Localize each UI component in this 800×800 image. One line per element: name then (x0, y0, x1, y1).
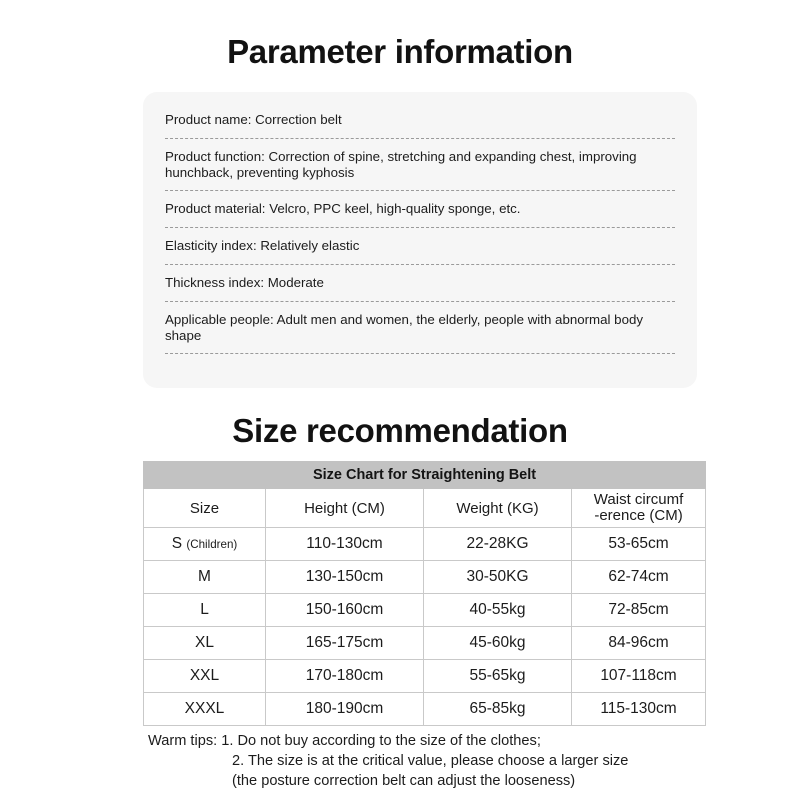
cell-size: XL (144, 627, 266, 660)
column-header-waist (572, 489, 706, 528)
column-header-size: Size (144, 489, 266, 528)
parameter-information-card (143, 92, 697, 388)
parameter-row-elasticity-index: Elasticity index: Relatively elastic (165, 228, 675, 265)
cell-waist: 53-65cm (572, 528, 706, 561)
cell-waist: 107-118cm (572, 660, 706, 693)
cell-size: XXL (144, 660, 266, 693)
cell-size (144, 528, 266, 561)
table-banner-row (144, 462, 706, 489)
cell-size: M (144, 561, 266, 594)
size-recommendation-heading: Size recommendation (232, 412, 568, 449)
parameter-information-heading: Parameter information (227, 33, 573, 70)
cell-waist: 72-85cm (572, 594, 706, 627)
table-row (144, 528, 706, 561)
warm-tips (148, 731, 748, 791)
cell-size: L (144, 594, 266, 627)
cell-height: 165-175cm (266, 627, 424, 660)
warm-tips-line-1: Warm tips: 1. Do not buy according to the size of the clothes; (148, 733, 541, 749)
table-row (144, 693, 706, 726)
table-row (144, 594, 706, 627)
column-header-weight: Weight (KG) (424, 489, 572, 528)
cell-height: 180-190cm (266, 693, 424, 726)
table-banner-label: Size Chart for Straightening Belt (144, 462, 706, 489)
table-row (144, 627, 706, 660)
table-row (144, 660, 706, 693)
cell-height: 170-180cm (266, 660, 424, 693)
parameter-row-product-function: Product function: Correction of spine, stretching and expanding chest, improving hunchback, preventing kyphosis (165, 139, 675, 191)
warm-tips-line-3: (the posture correction belt can adjust the looseness) (232, 773, 576, 789)
column-header-waist-line1: Waist circumf (593, 491, 684, 508)
cell-size: XXXL (144, 693, 266, 726)
cell-weight: 30-50KG (424, 561, 572, 594)
cell-height: 130-150cm (266, 561, 424, 594)
cell-weight: 22-28KG (424, 528, 572, 561)
cell-waist: 84-96cm (572, 627, 706, 660)
table-column-header-row (144, 489, 706, 528)
parameter-row-thickness-index: Thickness index: Moderate (165, 265, 675, 302)
cell-size-note: (Children) (186, 538, 238, 551)
cell-weight: 55-65kg (424, 660, 572, 693)
parameter-row-applicable-people: Applicable people: Adult men and women, the elderly, people with abnormal body shape (165, 302, 675, 354)
parameter-row-product-name: Product name: Correction belt (165, 112, 675, 139)
warm-tips-line-2: 2. The size is at the critical value, please choose a larger size (232, 753, 629, 769)
parameter-row-product-material: Product material: Velcro, PPC keel, high-quality sponge, etc. (165, 191, 675, 228)
cell-weight: 45-60kg (424, 627, 572, 660)
cell-waist: 62-74cm (572, 561, 706, 594)
cell-weight: 65-85kg (424, 693, 572, 726)
cell-waist: 115-130cm (572, 693, 706, 726)
column-header-height: Height (CM) (266, 489, 424, 528)
column-header-waist-line2: -erence (CM) (594, 507, 683, 524)
cell-weight: 40-55kg (424, 594, 572, 627)
cell-height: 110-130cm (266, 528, 424, 561)
table-row (144, 561, 706, 594)
cell-size-label: S (171, 535, 183, 552)
cell-height: 150-160cm (266, 594, 424, 627)
size-chart-table (143, 461, 706, 726)
